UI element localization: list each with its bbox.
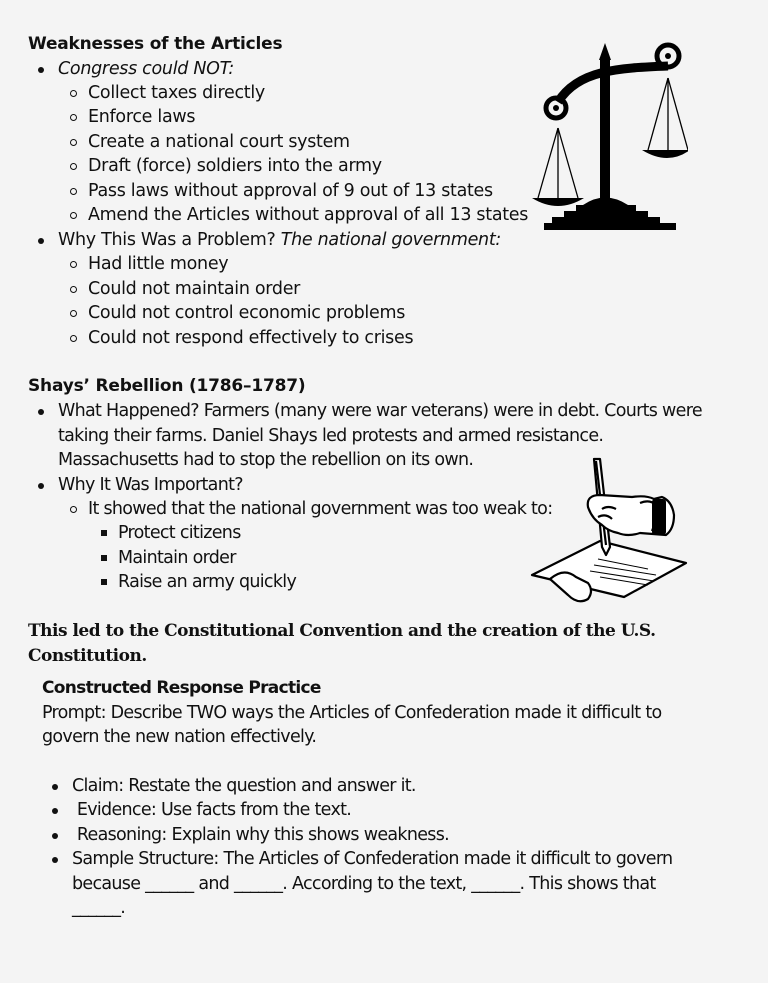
shays-heading: Shays’ Rebellion (1786–1787) <box>28 376 306 396</box>
weaknesses-heading: Weaknesses of the Articles <box>28 34 283 54</box>
why-important: Why It Was Important? <box>58 473 243 498</box>
list-item: Pass laws without approval of 9 out of 13 states <box>88 179 493 204</box>
problem-label: Why This Was a Problem? The national government: <box>58 228 501 253</box>
conclusion-line: This led to the Constitutional Convention and the creation of the U.S. <box>28 621 656 641</box>
list-item: Collect taxes directly <box>88 81 265 106</box>
what-happened-line: What Happened? Farmers (many were war veterans) were in debt. Courts were <box>58 399 702 424</box>
reasoning-item: Reasoning: Explain why this shows weakness. <box>72 823 449 848</box>
sample-structure-line: ______. <box>72 898 126 918</box>
list-item: Enforce laws <box>88 105 195 130</box>
list-item: Maintain order <box>118 546 236 571</box>
list-item: Had little money <box>88 252 228 277</box>
practice-heading: Constructed Response Practice <box>42 678 321 698</box>
sample-structure-line: because ______ and ______. According to the text, ______. This shows that <box>72 874 656 894</box>
prompt-line: govern the new nation effectively. <box>42 727 317 747</box>
list-item: Could not control economic problems <box>88 301 405 326</box>
congress-label: Congress could NOT: <box>58 57 234 82</box>
list-item: Raise an army quickly <box>118 570 296 595</box>
hand-writing-document-icon <box>528 455 690 607</box>
scales-of-justice-icon <box>528 40 688 232</box>
prompt-line: Prompt: Describe TWO ways the Articles of Confederation made it difficult to <box>42 703 662 723</box>
conclusion-line: Constitution. <box>28 646 147 666</box>
list-item: Create a national court system <box>88 130 350 155</box>
showed-weak: It showed that the national government was too weak to: <box>88 497 552 522</box>
list-item: Draft (force) soldiers into the army <box>88 154 382 179</box>
evidence-item: Evidence: Use facts from the text. <box>72 798 351 823</box>
what-happened-line: taking their farms. Daniel Shays led protests and armed resistance. <box>58 426 604 446</box>
list-item: Could not maintain order <box>88 277 300 302</box>
list-item: Amend the Articles without approval of all 13 states <box>88 203 528 228</box>
list-item: Protect citizens <box>118 521 241 546</box>
what-happened-line: Massachusetts had to stop the rebellion on its own. <box>58 450 474 470</box>
list-item: Could not respond effectively to crises <box>88 326 413 351</box>
sample-structure-line: Sample Structure: The Articles of Confederation made it difficult to govern <box>72 847 672 872</box>
claim-item: Claim: Restate the question and answer it. <box>72 774 416 799</box>
